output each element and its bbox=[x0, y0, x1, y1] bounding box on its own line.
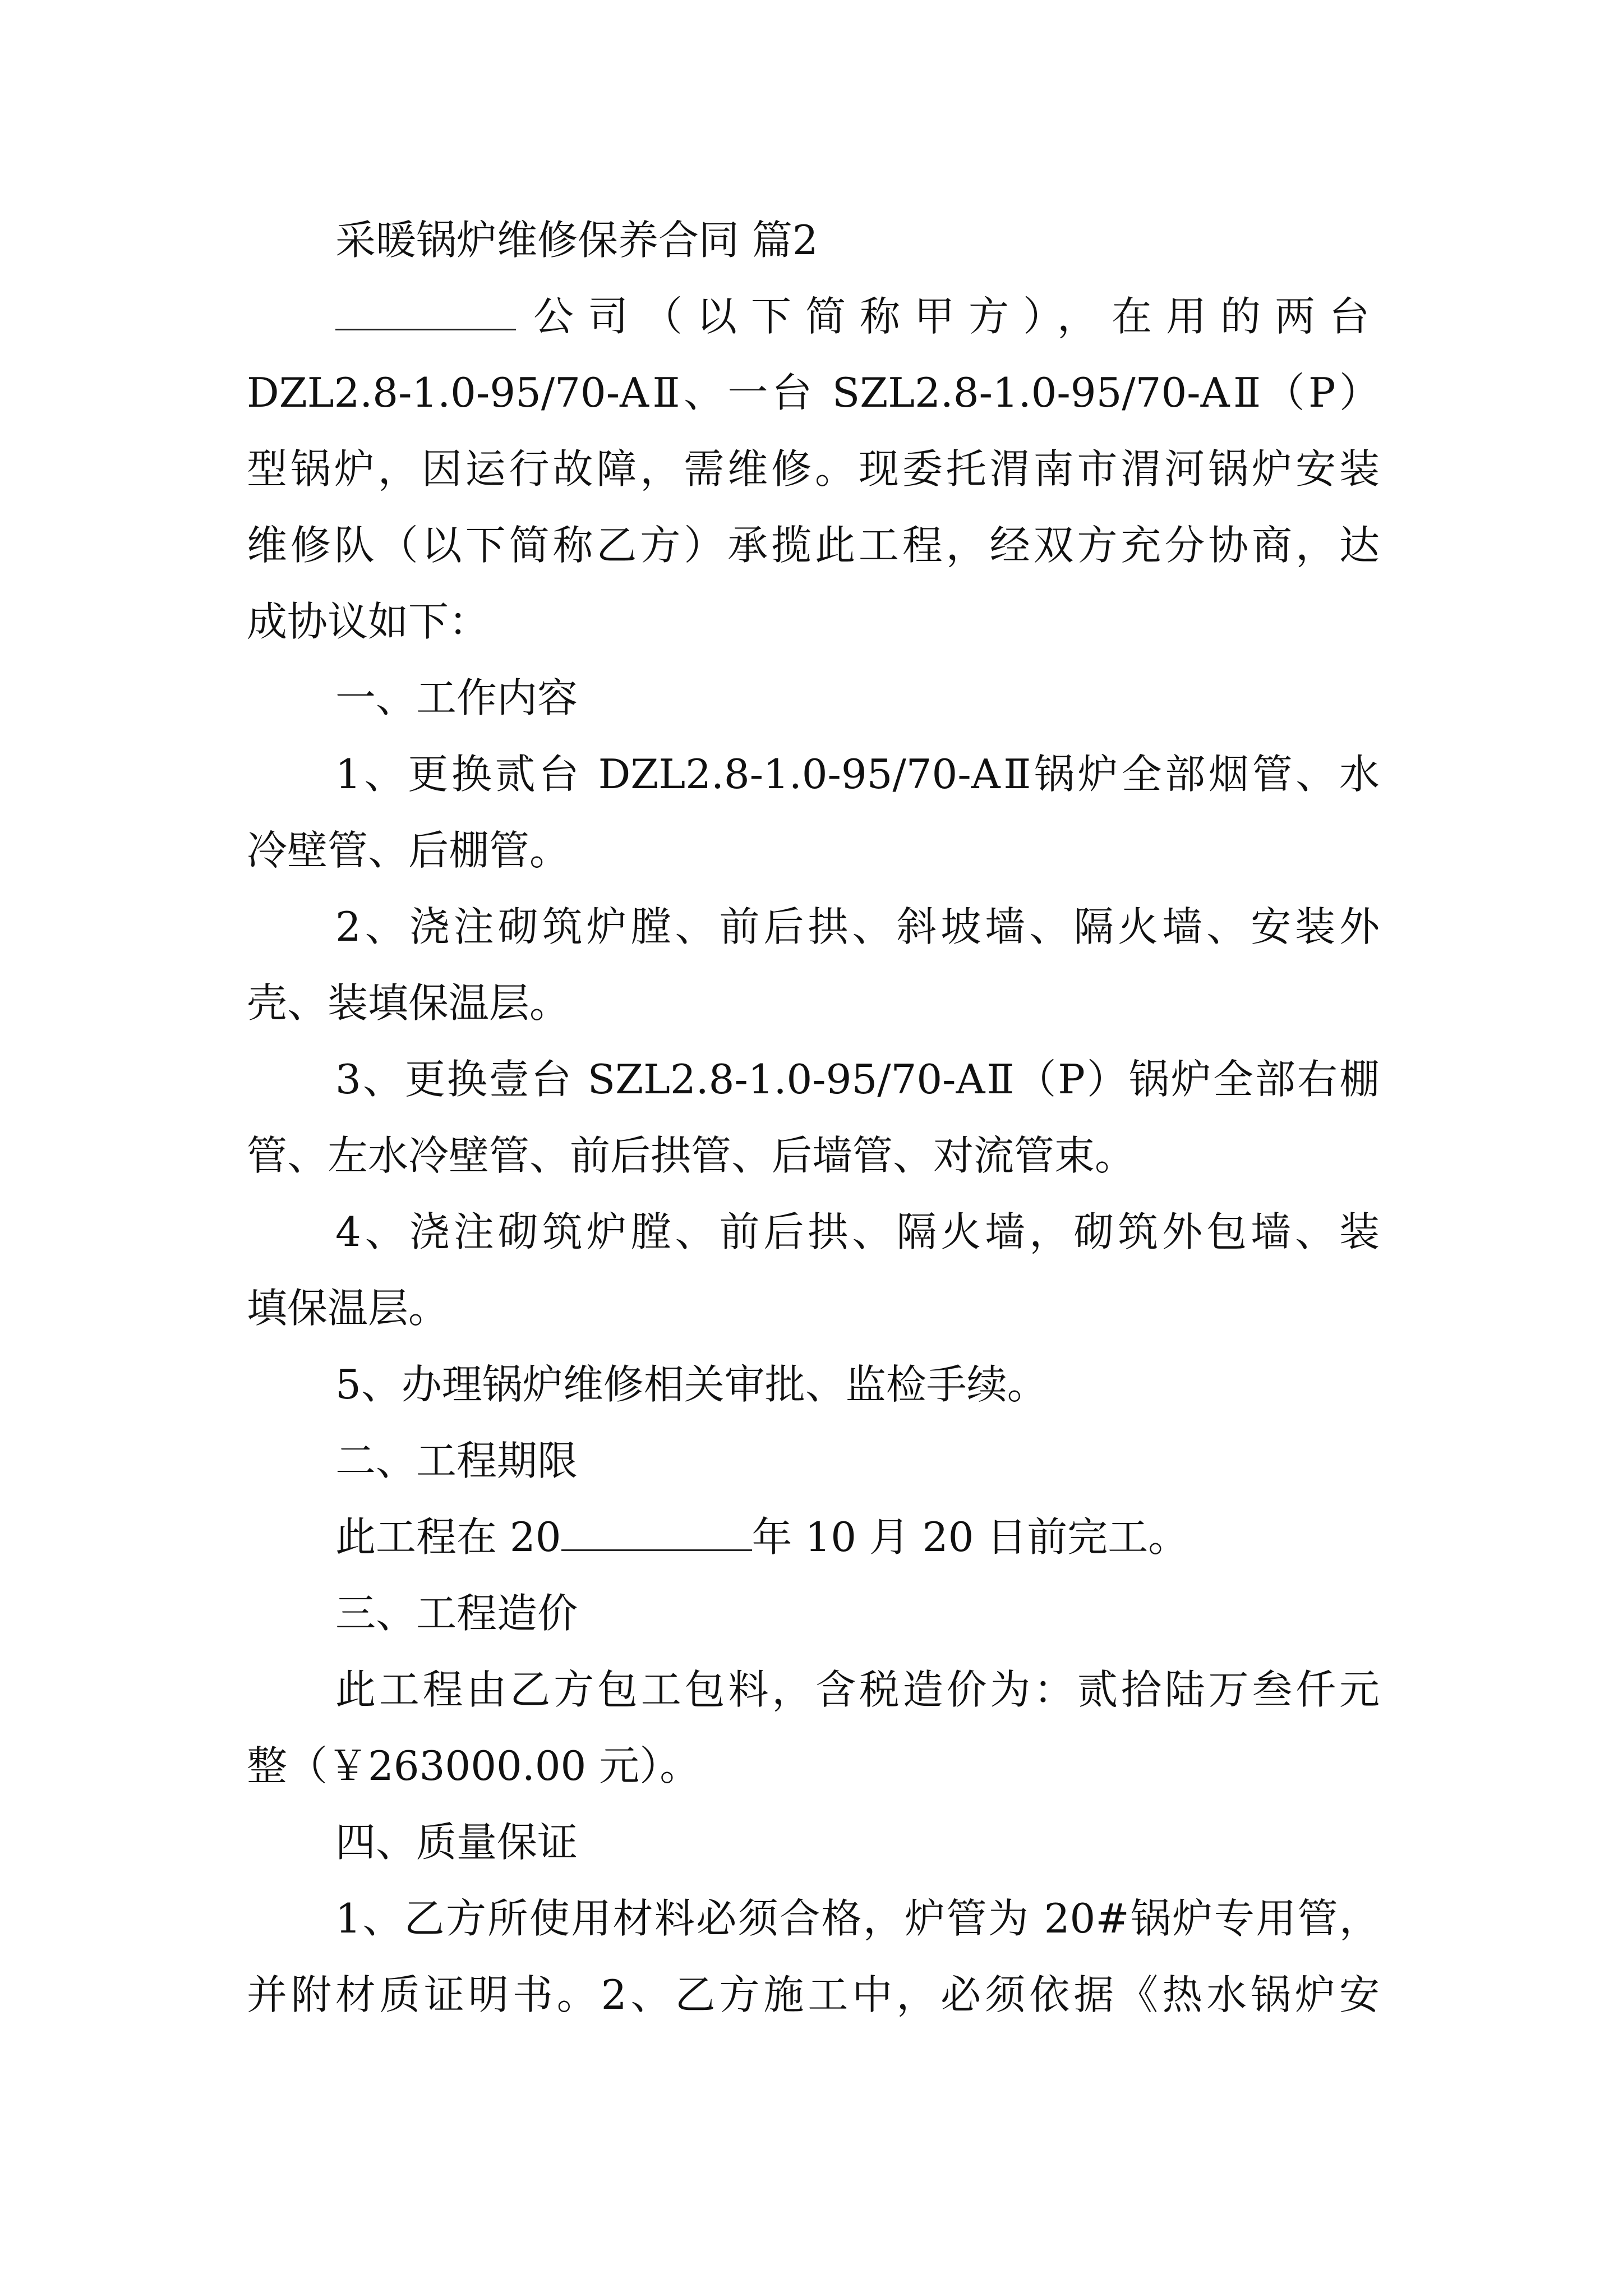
section-4-text-line-2: 并附材质证明书。2、乙方施工中，必须依据《热水锅炉安 bbox=[247, 1971, 1380, 2018]
section-2-text-after: 年 10 月 20 日前完工。 bbox=[751, 1513, 1189, 1561]
section-4-heading: 四、质量保证 bbox=[335, 1819, 578, 1866]
section-1-item-1-line-2: 冷壁管、后棚管。 bbox=[247, 827, 570, 874]
section-1-item-1-line-1: 1、更换贰台 DZL2.8-1.0-95/70-AⅡ锅炉全部烟管、水 bbox=[335, 751, 1380, 798]
section-1-item-5: 5、办理锅炉维修相关审批、监检手续。 bbox=[335, 1361, 1048, 1408]
intro-line-5: 成协议如下： bbox=[247, 598, 490, 645]
section-1-item-4-line-2: 填保温层。 bbox=[247, 1285, 449, 1332]
section-2-heading: 二、工程期限 bbox=[335, 1437, 578, 1484]
section-4-text-line-1: 1、乙方所使用材料必须合格，炉管为 20#锅炉专用管， bbox=[335, 1895, 1380, 1942]
section-1-heading: 一、工作内容 bbox=[335, 674, 578, 721]
section-2-text bbox=[247, 1499, 1380, 1575]
section-1-item-3-line-1: 3、更换壹台 SZL2.8-1.0-95/70-AⅡ（P）锅炉全部右棚 bbox=[335, 1056, 1380, 1103]
intro-line-2: DZL2.8-1.0-95/70-AⅡ、一台 SZL2.8-1.0-95/70-AⅡ（P） bbox=[247, 369, 1380, 416]
section-1-item-4-line-1: 4、浇注砌筑炉膛、前后拱、隔火墙，砌筑外包墙、装 bbox=[335, 1208, 1380, 1255]
section-1-item-2-line-2: 壳、装填保温层。 bbox=[247, 979, 570, 1027]
section-1-item-3-line-2: 管、左水冷壁管、前后拱管、后墙管、对流管束。 bbox=[247, 1132, 1136, 1179]
section-3-heading: 三、工程造价 bbox=[335, 1590, 578, 1637]
intro-line-3: 型锅炉，因运行故障，需维修。现委托渭南市渭河锅炉安装 bbox=[247, 445, 1380, 493]
intro-line-1 bbox=[247, 278, 1380, 355]
section-1-item-2-line-1: 2、浇注砌筑炉膛、前后拱、斜坡墙、隔火墙、安装外 bbox=[335, 903, 1380, 950]
document-title: 采暖锅炉维修保养合同 篇2 bbox=[335, 217, 818, 264]
section-3-text-line-2: 整（￥263000.00 元）。 bbox=[247, 1742, 700, 1789]
intro-line-1-text: 公司（以下简称甲方），在用的两台 bbox=[529, 293, 1380, 340]
year-blank bbox=[561, 1517, 752, 1551]
section-3-text-line-1: 此工程由乙方包工包料，含税造价为：贰拾陆万叁仟元 bbox=[335, 1666, 1380, 1713]
company-name-blank bbox=[335, 296, 516, 330]
document-body bbox=[247, 202, 1380, 2033]
intro-line-4: 维修队（以下简称乙方）承揽此工程，经双方充分协商，达 bbox=[247, 522, 1380, 569]
section-2-text-before: 此工程在 20 bbox=[335, 1513, 561, 1561]
